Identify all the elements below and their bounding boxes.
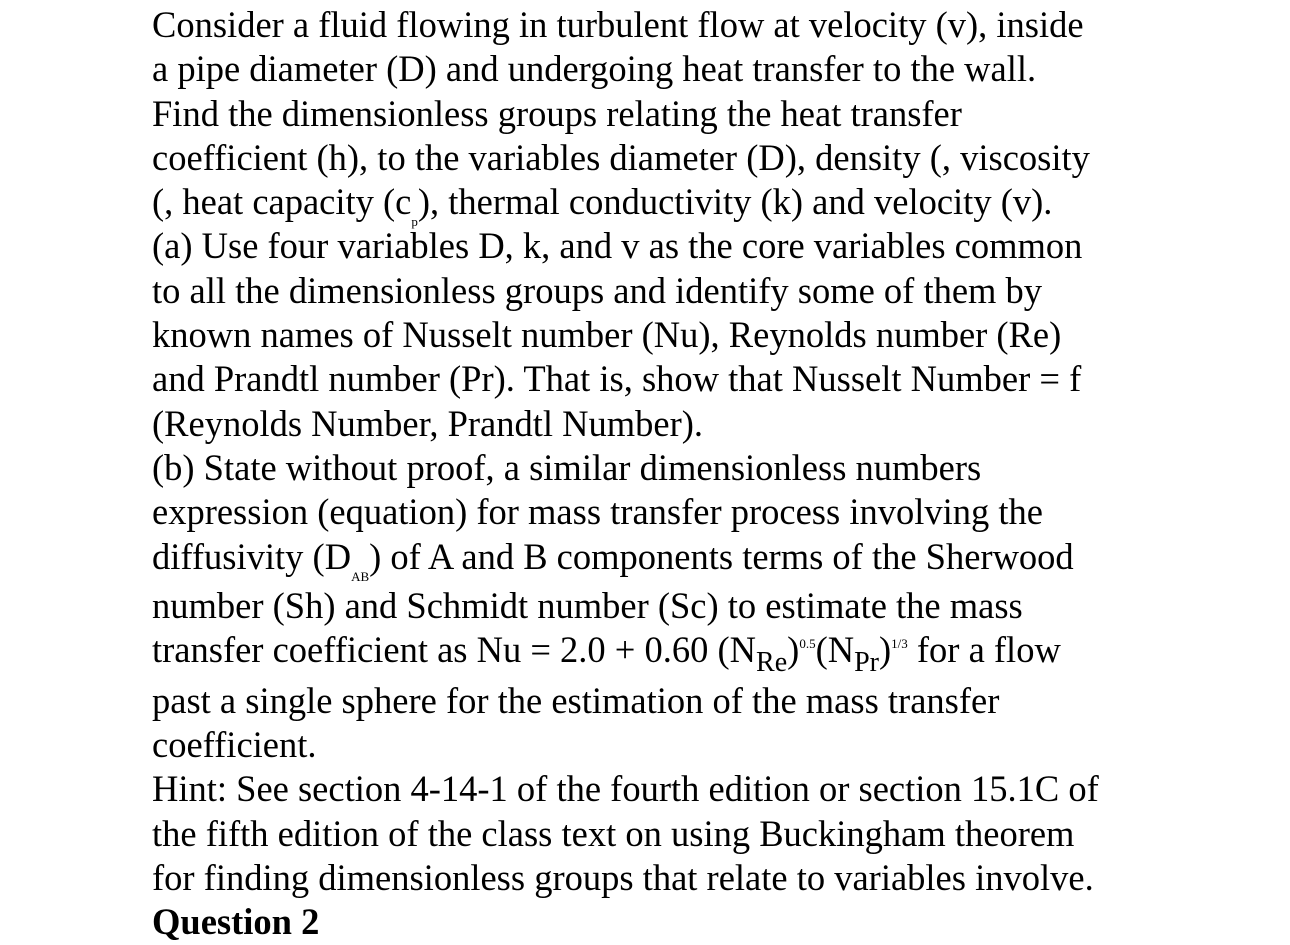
thermal-conductivity-text: ), thermal conductivity (k) and velocity (v).	[417, 181, 1053, 223]
heat-capacity-text: (, heat capacity (c	[152, 181, 412, 223]
equation-tail: for a flow	[907, 628, 1061, 670]
part-b-line: number (Sh) and Schmidt number (Sc) to estimate the mass	[152, 584, 1023, 626]
problem-text	[152, 3, 1162, 945]
diffusivity-line	[152, 535, 1162, 584]
text-line: Consider a fluid flowing in turbulent flow at velocity (v), inside	[152, 4, 1084, 45]
part-a-line: to all the dimensionless groups and identify some of them by	[152, 269, 1043, 311]
part-b-line: expression (equation) for mass transfer process involving the	[152, 491, 1043, 533]
hint-line: Hint: See section 4-14-1 of the fourth edition or section 15.1C of	[152, 768, 1099, 810]
part-a-line: (a) Use four variables D, k, and v as the core variables common	[152, 225, 1083, 267]
subscript-re: Re	[756, 646, 788, 678]
part-a-line: (Reynolds Number, Prandtl Number).	[152, 402, 704, 444]
part-b-line: past a single sphere for the estimation of the mass transfer	[152, 679, 1000, 721]
superscript-half: 0.5	[799, 635, 816, 651]
hint-line: the fifth edition of the class text on using Buckingham theorem	[152, 812, 1075, 854]
subscript-pr: Pr	[854, 646, 879, 678]
text-line: coefficient (h), to the variables diameter (D), density (, viscosity	[152, 136, 1090, 178]
equation-paren: )	[787, 628, 800, 670]
text-line: a pipe diameter (D) and undergoing heat transfer to the wall.	[152, 48, 1037, 90]
superscript-third: 1/3	[891, 635, 908, 651]
equation-paren: )	[878, 628, 892, 670]
part-b-line: coefficient.	[152, 724, 317, 766]
part-a-line: known names of Nusselt number (Nu), Reynolds number (Re)	[152, 314, 1062, 356]
next-question-heading: Question 2	[152, 901, 320, 943]
text-line	[152, 180, 1162, 230]
sherwood-text: ) of A and B components terms of the Sherwood	[369, 535, 1074, 577]
equation-lead: transfer coefficient as Nu = 2.0 + 0.60 (N	[152, 628, 757, 670]
part-b-line: (b) State without proof, a similar dimensionless numbers	[152, 446, 982, 488]
equation-line	[152, 628, 1162, 679]
equation-paren: (N	[815, 628, 855, 670]
hint-line: for finding dimensionless groups that relate to variables involve.	[152, 857, 1094, 899]
part-a-line: and Prandtl number (Pr). That is, show that Nusselt Number = f	[152, 358, 1082, 400]
subscript-ab: AB	[351, 568, 370, 584]
text-line: Find the dimensionless groups relating the heat transfer	[152, 92, 962, 134]
subscript-p: p	[411, 214, 418, 230]
diffusivity-text: diffusivity (D	[152, 535, 352, 577]
